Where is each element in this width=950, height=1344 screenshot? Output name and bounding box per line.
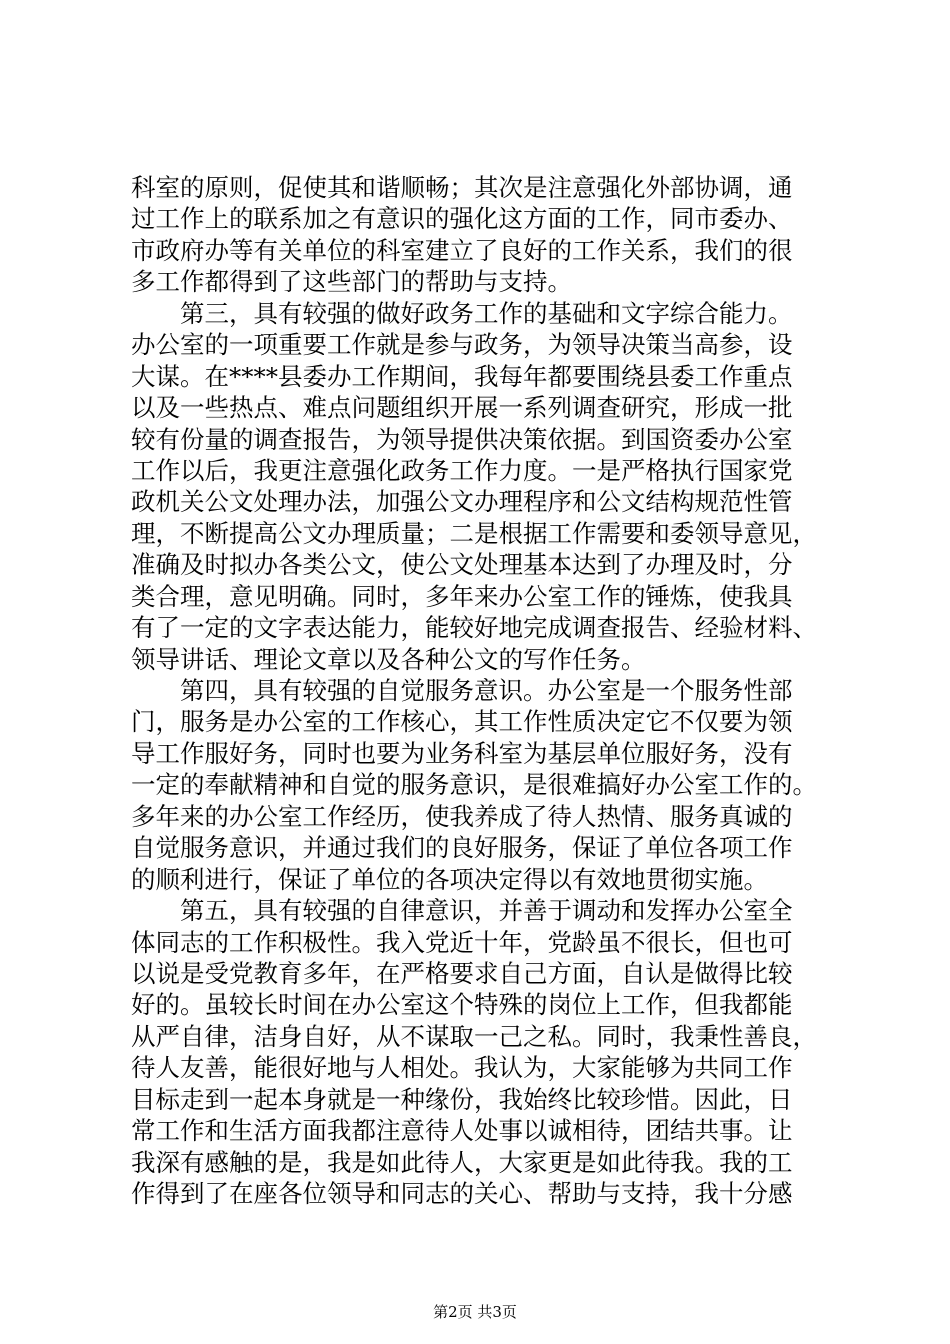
text-line: 常工作和生活方面我都注意待人处事以诚相待，团结共事。让 — [131, 1116, 793, 1146]
text-line: 多工作都得到了这些部门的帮助与支持。 — [131, 267, 572, 297]
text-line: 从严自律，洁身自好，从不谋取一己之私。同时，我秉性善良， — [131, 1021, 817, 1051]
paragraph-first-line: 第三，具有较强的做好政务工作的基础和文字综合能力。 — [180, 298, 793, 328]
text-line: 大谋。在****县委办工作期间，我每年都要围绕县委工作重点 — [131, 361, 793, 391]
text-line: 体同志的工作积极性。我入党近十年，党龄虽不很长，但也可 — [131, 927, 793, 957]
text-line: 工作以后，我更注意强化政务工作力度。一是严格执行国家党 — [131, 455, 793, 485]
text-line: 作得到了在座各位领导和同志的关心、帮助与支持，我十分感 — [131, 1179, 793, 1208]
text-line: 办公室的一项重要工作就是参与政务，为领导决策当高参，设 — [131, 330, 793, 360]
paragraph-first-line: 第五，具有较强的自律意识，并善于调动和发挥办公室全 — [180, 896, 793, 926]
text-line: 类合理，意见明确。同时，多年来办公室工作的锤炼，使我具 — [131, 581, 793, 611]
text-line: 市政府办等有关单位的科室建立了良好的工作关系，我们的很 — [131, 235, 793, 265]
text-line: 待人友善，能很好地与人相处。我认为，大家能够为共同工作 — [131, 1053, 793, 1083]
text-line: 有了一定的文字表达能力，能较好地完成调查报告、经验材料、 — [131, 613, 817, 643]
text-line: 目标走到一起本身就是一种缘份，我始终比较珍惜。因此，日 — [131, 1084, 793, 1114]
text-line: 好的。虽较长时间在办公室这个特殊的岗位上工作，但我都能 — [131, 990, 793, 1020]
text-line: 我深有感触的是，我是如此待人，大家更是如此待我。我的工 — [131, 1147, 793, 1177]
text-line: 较有份量的调查报告，为领导提供决策依据。到国资委办公室 — [131, 424, 793, 454]
text-line: 自觉服务意识，并通过我们的良好服务，保证了单位各项工作 — [131, 833, 793, 863]
paragraph-first-line: 第四，具有较强的自觉服务意识。办公室是一个服务性部 — [180, 676, 793, 705]
text-line: 多年来的办公室工作经历，使我养成了待人热情、服务真诚的 — [131, 801, 793, 831]
text-line: 理，不断提高公文办理质量；二是根据工作需要和委领导意见， — [131, 518, 817, 548]
text-line: 以及一些热点、难点问题组织开展一系列调查研究，形成一批 — [131, 393, 793, 423]
text-line: 科室的原则，促使其和谐顺畅；其次是注意强化外部协调，通 — [131, 173, 793, 202]
text-line: 以说是受党教育多年，在严格要求自己方面，自认是做得比较 — [131, 958, 793, 988]
text-line: 门，服务是办公室的工作核心，其工作性质决定它不仅要为领 — [131, 707, 793, 737]
text-line: 政机关公文处理办法，加强公文办理程序和公文结构规范性管 — [131, 487, 793, 517]
text-line: 过工作上的联系加之有意识的强化这方面的工作，同市委办、 — [131, 204, 793, 234]
text-line: 领导讲话、理论文章以及各种公文的写作任务。 — [131, 644, 646, 674]
text-line: 准确及时拟办各类公文，使公文处理基本达到了办理及时，分 — [131, 550, 793, 580]
text-line: 导工作服好务，同时也要为业务科室为基层单位服好务，没有 — [131, 738, 793, 768]
text-line: 的顺利进行，保证了单位的各项决定得以有效地贯彻实施。 — [131, 864, 768, 894]
document-body — [131, 172, 831, 1209]
text-line: 一定的奉献精神和自觉的服务意识，是很难搞好办公室工作的。 — [131, 770, 817, 800]
page-number-footer: 第2页 共3页 — [433, 1303, 517, 1321]
